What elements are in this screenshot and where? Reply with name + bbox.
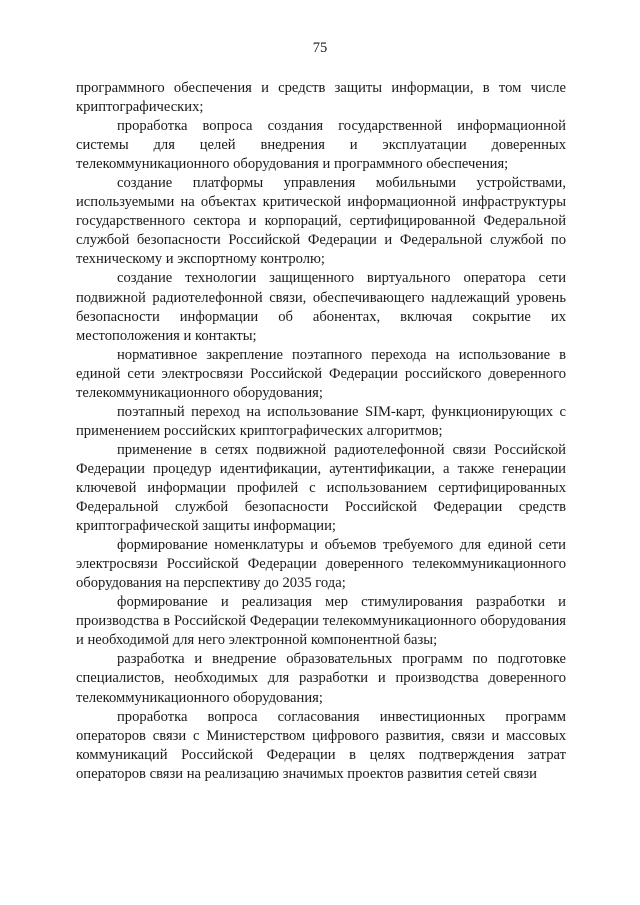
- paragraph-item: поэтапный переход на использование SIM-карт, функционирующих с применением российских криптографических алгоритмов;: [76, 403, 566, 439]
- paragraph-item: нормативное закрепление поэтапного перехода на использование в единой сети электросвязи Российской Федерации российского доверенного телекоммуникационного оборудования;: [76, 346, 566, 401]
- document-body: [76, 79, 566, 784]
- paragraph-item: формирование номенклатуры и объемов требуемого для единой сети электросвязи Российской Федерации доверенного телекоммуникационного оборудования на перспективу до 2035 года;: [76, 537, 566, 592]
- paragraph-item: разработка и внедрение образовательных программ по подготовке специалистов, необходимых для разработки и производства доверенного телекоммуникационного оборудования;: [76, 651, 566, 706]
- paragraph-item: создание технологии защищенного виртуального оператора сети подвижной радиотелефонной связи, обеспечивающего надлежащий уровень безопасности информации об абонентах, включая сокрытие их местоположения и контакты;: [76, 270, 566, 344]
- page-number: 75: [312, 40, 328, 56]
- paragraph-continuation: программного обеспечения и средств защиты информации, в том числе криптографических;: [76, 80, 566, 116]
- paragraph-item: проработка вопроса согласования инвестиционных программ операторов связи с Министерством цифрового развития, связи и массовых коммуникаций Российской Федерации в целях подтверждения затрат операторов связи на реализацию значимых проектов развития сетей связи: [76, 708, 566, 782]
- paragraph-item: проработка вопроса создания государственной информационной системы для целей внедрения и эксплуатации доверенных телекоммуникационного оборудования и программного обеспечения;: [76, 118, 566, 173]
- paragraph-item: применение в сетях подвижной радиотелефонной связи Российской Федерации процедур идентификации, аутентификации, а также генерации ключевой информации профилей с использованием сертифицированных Федеральной службой безопасности Российской Федерации средств криптографической защиты информации;: [76, 441, 566, 535]
- paragraph-item: создание платформы управления мобильными устройствами, используемыми на объектах критической информационной инфраструктуры государственного сектора и корпораций, сертифицированной Федеральной службой безопасности Российской Федерации и Федеральной службой по техническому и экспортному контролю;: [76, 175, 566, 268]
- paragraph-item: формирование и реализация мер стимулирования разработки и производства в Российской Федерации телекоммуникационного оборудования и необходимой для него электронной компонентной базы;: [76, 594, 566, 649]
